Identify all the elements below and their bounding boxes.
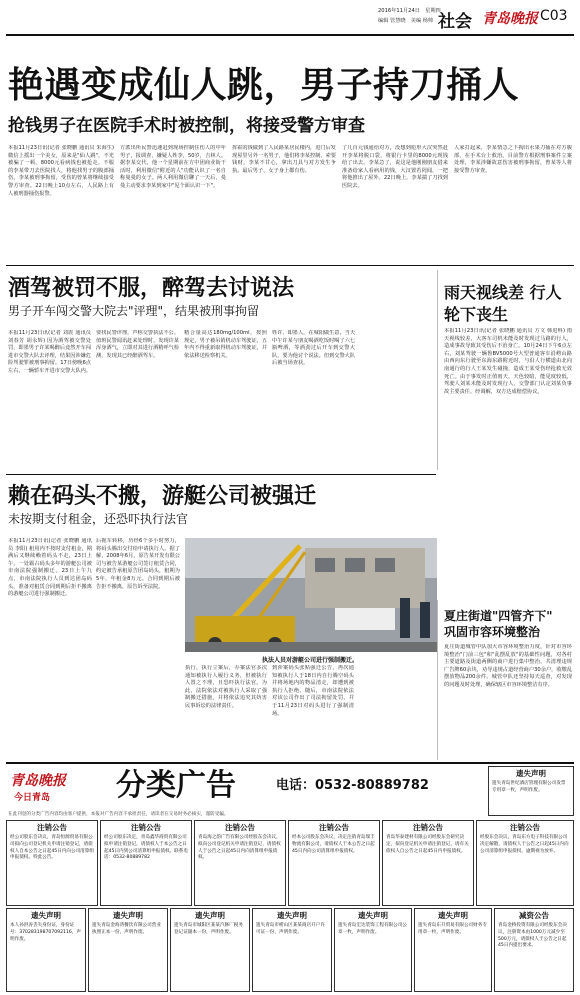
classified-phone: 电话：0532-80889782 (276, 778, 429, 793)
masthead-rule (6, 34, 574, 36)
ad-title: 遗失声明 (277, 911, 307, 920)
story1-subhead: 抢钱男子在医院手术时被控制，将接受警方审查 (8, 116, 365, 136)
editor-line: 编辑 管慧晓 美编 杨帅 (378, 18, 434, 24)
classified-logo-sub: 今日青岛 (14, 793, 51, 803)
ad-text: 遗失青岛宏达装饰工程有限公司公章一枚，声明作废。 (338, 923, 407, 935)
ad-text: 经股东会决议，青岛东方电子科技有限公司决定解散，请债权人于公告之日起45日内向公司清算组申报债权，逾期视为放弃。 (480, 835, 569, 854)
section-label: 社会 (438, 12, 472, 32)
story2-col1: 本报11月23日讯(记者 刘震 通讯员 刘春芳 胡永辉) 因为酒驾被交警处罚，即墨男子许某喝醉后竟然开车闯进市交警大队去评理，结果因涉嫌危险驾驶罪被刑事拘留。17日傍晚6点左右，一辆轿车开进市交警大队内。 (8, 330, 91, 374)
story1-col4: 了几百元钱通给对方，没想到彪形大汉突然赶开李某将脱口袋，将银行卡里的8000元现钱给了出去。李某急了，说这是他刚刚朋友借来准备给家人看病用的钱，大汉置若罔闻，一把将他推出了屋外。22日晚上，李某揣了刀找到医院去。 (342, 145, 448, 189)
story3-subhead: 未按期支付租金，还恐吓执行法官 (8, 512, 189, 526)
story1-col2: 方派出所民警迅速赶到现场控制住伤人的中年男子，报调查，嫌疑人姓李，50岁，吉林人。据李某交代，他一个星期前在方中团商业街干活时，利用微信"附近的人"功能认识了一名自称曼曼的女子。两人利用微信聊了一天后，曼曼主动要求李某到家中"见个面认识一下"。 (120, 145, 226, 189)
story1-col5: 人家打起来，李某情急之下掏出水果刀捅在对方腹部，在手术台上救治。目前警方根据刑事案件立案处理，李某涉嫌故意伤害被刑事拘留，曾某等人将接受警方审查。 (454, 145, 572, 174)
story2-col4: 姓许，即墨人，在城阳做生意，当天中午许某与朋友喝酒吃饭时喝了六七瓶啤酒，等酒劲过后开车到交警大队，要为他讨个说法。但到交警大队后被当场查获。 (272, 330, 355, 367)
story2-side-text: 本报11月23日讯(记者 张晓鹏 通讯员 方文 韩进科) 雨天视线较差，大客车司机未能及时发现过马路的行人，造成事故导致其受伤后不治身亡。10月24日下午6点左右，刘某驾驶一辆鲁BV5000号大型普通客车沿崂山路由西向东行驶至东海东路附近时，与沿人行横道由北向南通行的行人王某发生碰撞，造成王某受伤经抢救无效死亡。由于事发时正值雨天，天色较暗，能见度较低，驾驶人刘某未能及时发现行人，交警部门认定刘某负事故主要责任。经调解，双方达成赔偿协议。 (444, 328, 572, 395)
story1-col3: 挥霍的钱做到了人民路某居民楼内，进门后发现屋里另外一名男子，他们将李某控制，索要钱财。李某不甘心，拿出刀具与对方发生争执。最后男子、女子身上都有伤。 (232, 145, 336, 174)
classified-title: 分类广告 (116, 768, 236, 803)
story2-col3: 精合量高达180mg/100ml，按照规定，男子被吊销机动车驾驶证，五年内不得重新取得机动车驾驶证，并依法移送检察机关。 (184, 330, 267, 359)
story3-col1: 本报11月23日讯(记者 张晓鹏 通讯员 李阳) 租用内不按时支付租金，期满后又继续赖着码头不走，23日上午，一处霸占码头多年的游艇公司被市南法院强制搬迁。23日上午九点，市南法院执行人员到达团岛码头，准备对租赁合同到期后拒不搬离的游艇公司进行强制搬迁。 (8, 538, 92, 598)
ad-box (494, 908, 574, 992)
classified-logo: 青岛晚报 (10, 773, 66, 789)
story1-rule (6, 265, 574, 266)
right-box-title: 遗失声明 (516, 769, 546, 778)
story2-subhead: 男子开车闯交警大院去"评理"，结果被刑事拘留 (8, 304, 260, 318)
story2-side-headline: 雨天视线差 行人轮下丧生 (444, 283, 562, 324)
story2-col2: 要找民警评理，声称交警执法不公。值班民警闻讯赶来处理时，发现许某浑身酒气，立即对其进行酒精呼气检测，发现其已经醉酒驾车。 (96, 330, 179, 359)
masthead (0, 0, 580, 36)
ad-title: 注销公告 (413, 823, 443, 832)
story1-col1: 本报11月23日讯(记者 张晓鹏 通讯员 朱海生) 微信上摇出一个美女，原来是"仙人跳"，不光被骗了一顿，8000元看病钱也被抢走。不服的李某带刀去医院找人，将他找男子的腹部捅伤，李某被刑事拘留，受伤的曾某将继续接受警方审查。22日晚上10点左右，人民路上有人被刑器捅伤报警。 (8, 145, 114, 197)
ad-title: 注销公告 (319, 823, 349, 832)
story1-headline: 艳遇变成仙人跳，男子持刀捅人 (8, 65, 520, 106)
classified-right-box (488, 766, 574, 816)
ad-title: 遗失声明 (113, 911, 143, 920)
ad-text: 本人孙洪涛丢失身份证，身份证号：370283198707092116，声明作废。 (10, 923, 81, 942)
ad-title: 注销公告 (131, 823, 161, 832)
ad-text: 遗失青岛金海湾餐饮有限公司营业执照正本一份，声明作废。 (92, 923, 161, 935)
ad-text: 遗失青岛市城阳区某某汽修厂税务登记证副本一份，声明作废。 (174, 923, 243, 935)
ad-text: 青岛金桥投资有限公司经股东会决议，注册资本由1000万元减少至500万元，请债权人于公告之日起45日内提出要求。 (498, 923, 567, 949)
ad-box (170, 908, 250, 992)
ad-box (6, 908, 86, 992)
ad-title: 遗失声明 (195, 911, 225, 920)
ad-title: 注销公告 (37, 823, 67, 832)
ad-box (476, 820, 574, 906)
photo-caption: 执法人员对游艇公司进行强制搬迁。 (262, 657, 359, 664)
ad-box (382, 820, 474, 906)
story2-divider (437, 270, 438, 470)
story3-divider (437, 600, 438, 760)
story3-side-text: 夏庄街道城管中队加大市容环境整治力度，针对市容环境整治"门前三包"和"乱摆乱放"的基础性问题，对各村主要道路及街道两侧的商户进行集中整治，共清理违规广告牌60余块，劝导违规占道经营商户30余户，收缴乱摆放物品200余件。城管中队还坚持每天巡查，对发现的问题及时处理，确保辖区市容环境整洁有序。 (444, 644, 572, 688)
right-box-text: 遗失青岛世纪酒店管理有限公司发票专用章一枚，声明作废。 (492, 781, 566, 793)
ad-title: 遗失声明 (31, 911, 61, 920)
ad-text: 遗失青岛东升贸易有限公司财务专用章一枚，声明作废。 (418, 923, 487, 935)
ad-text: 青岛华泰建材有限公司经股东会研究决定，拟向登记机关申请注销登记，请有关债权人自公告之日起45日内申报债权。 (386, 835, 469, 854)
ad-text: 经公司股东会决议，青岛恒源贸易有限公司拟向公司登记机关申请注销登记，请债权人自本公告之日起45日内向公司清算组申报债权。特此公告。 (10, 835, 94, 861)
ad-text: 经公司股东决定，青岛鑫华商贸有限公司拟申请注销登记，请债权人于本公告之日起45日内到公司清算组申报债权。联系电话：0532-80889782 (104, 835, 188, 861)
story2-rule (6, 474, 436, 475)
ad-title: 遗失声明 (438, 911, 468, 920)
crane-scene-image (185, 538, 437, 652)
date-line: 2016年11月24日 星期四 (378, 8, 441, 14)
ad-box (334, 908, 412, 992)
ad-text: 青岛海之韵广告有限公司经股东会决议，拟向公司登记机关申请注销登记，请债权人于公告之日起45日内向清算组申报债权。 (198, 835, 281, 861)
ad-title: 注销公告 (225, 823, 255, 832)
ad-box (252, 908, 332, 992)
story3-col4: 执行，执行立案后，办案法官多次通知被执行人履行义务，但被执行人置之不理，且恐吓执行法官。为此，法院依法对被执行人采取了强制搬迁措施，并将依法追究其妨害民事诉讼的法律责任。 (185, 665, 267, 709)
page-number: C03 (540, 8, 568, 24)
story2-headline: 酒驾被罚不服，醉驾去讨说法 (8, 276, 295, 301)
ad-box (414, 908, 492, 992)
ad-title: 注销公告 (510, 823, 540, 832)
story3-col2: 后拖车转移，历经6个多小时努力，将码头腾出交付给申请执行人。据了解，2008年6月，原告某开发有限公司与被告某游艇公司签订租赁合同，约定被告承租原告团岛码头，租期为5年，年租金8万元。合同到期后被告拒不搬离，原告诉至法院。 (96, 538, 180, 590)
ad-title: 遗失声明 (358, 911, 388, 920)
ad-box (88, 908, 168, 992)
story3-photo (185, 538, 437, 652)
ad-text: 遗失青岛市崂山区某某商店开户许可证一份，声明作废。 (256, 923, 325, 935)
ad-box (194, 820, 286, 906)
ad-box (6, 820, 98, 906)
ad-box (100, 820, 192, 906)
story3-side-headline: 夏庄街道"四管齐下" 巩固市容环境整治 (444, 609, 553, 639)
story3-headline: 赖在码头不搬，游艇公司被强迁 (8, 484, 317, 509)
classified-top-rule (6, 762, 574, 764)
classified-notice: 在此刊登的分类广告内容均由客户提供，本报对广告内容不承担责任，请读者在交易时务必核实，谨防受骗。 (8, 812, 229, 817)
ad-title: 减资公告 (519, 911, 549, 920)
story3-col5: 到涉案码头张贴强迁公告，再次通知被执行人于18日内自行腾空码头并将场地内的物品清走，却遭到被执行人拒绝。随后，市南法院依法对该公司作出了司法拘留处罚，并于11月23日对码头进行了强制清场。 (272, 665, 354, 717)
ad-text: 经本公司股东会决议，决定注销青岛瑞丰物流有限公司，请债权人于本公告之日起45日内向公司清算组申报债权。 (292, 835, 375, 854)
ad-box (288, 820, 380, 906)
classified-header (6, 766, 486, 810)
paper-logo: 青岛晚报 (482, 11, 538, 27)
